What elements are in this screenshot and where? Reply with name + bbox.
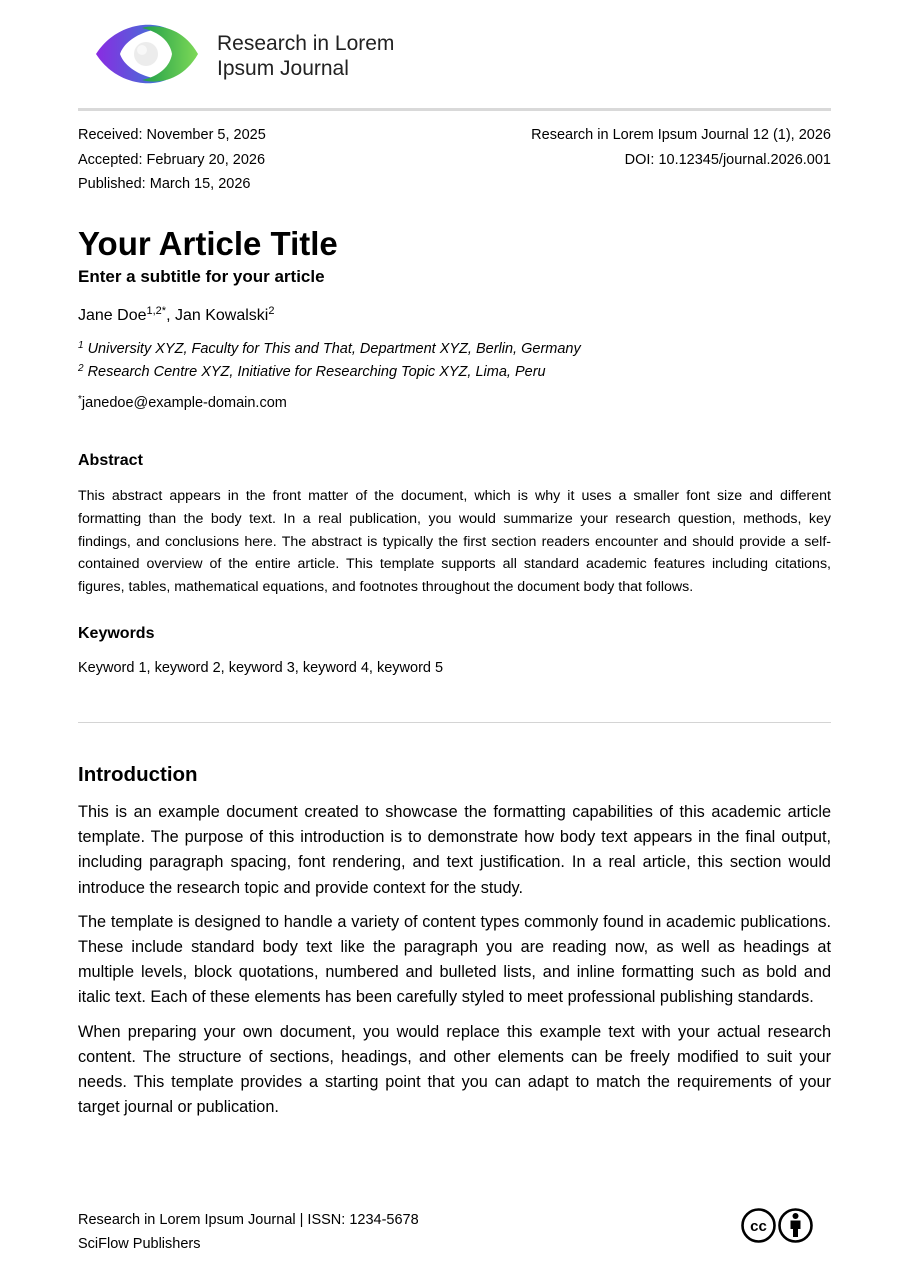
body-paragraph: The template is designed to handle a variety of content types commonly found in academic publications. These include standard body text like the paragraph you are reading now, as well as headings at multiple levels, block quotations, numbered and bulleted lists, and inline formatting such as bold and italic text. Each of these elements has been carefully styled to meet professional publishing standards. [78,912,831,1007]
keywords-heading: Keywords [78,625,155,642]
email-address[interactable]: janedoe@example-domain.com [81,395,287,411]
article-subtitle: Enter a subtitle for your article [78,267,325,286]
body-paragraph: This is an example document created to showcase the formatting capabilities of this academic article template. The purpose of this introduction is to demonstrate how body text appears in the final output, including paragraph spacing, font rendering, and text justification. In a real article, this section would introduce the research topic and provide context for the study. [78,803,831,897]
corresponding-email [78,393,287,413]
corresponding-marker: * [78,394,82,405]
affiliation-item [78,361,581,384]
article-title: Your Article Title [78,225,338,262]
journal-name-line2: Ipsum Journal [217,57,349,80]
journal-citation: Research in Lorem Ipsum Journal 12 (1), 2026 [531,127,831,143]
author-name: Jan Kowalski [174,307,269,324]
published-date: Published: March 15, 2026 [78,176,251,192]
svg-text:cc: cc [750,1218,767,1235]
journal-name-line1: Research in Lorem [217,32,395,55]
journal-logo-eye-icon [94,22,204,86]
author-list [78,305,274,327]
author-affiliation-marker: 1,2* [146,305,167,317]
author-name: Jane Doe [78,307,147,324]
author-separator: , [166,307,175,324]
citation-info [531,123,831,172]
affiliation-number: 1 [78,340,84,351]
affiliation-item [78,338,581,361]
section-divider [78,722,831,723]
abstract-text: This abstract appears in the front matter of the document, which is why it uses a smaller font size and different formatting than the body text. In a real publication, you would summarize your research question, methods, key findings, and conclusions here. The abstract is typically the first section readers encounter and should provide a self-contained overview of the entire article. This template supports all standard academic features including citations, figures, tables, mathematical equations, and footnotes throughout the document body that follows. [78,488,831,596]
body-paragraph: When preparing your own document, you would replace this example text with your actual research content. The structure of sections, headings, and other elements can be freely modified to suit your needs. This template provides a starting point that you can adapt to match the requirements of your target journal or publication. [78,1022,831,1117]
keywords-text: Keyword 1, keyword 2, keyword 3, keyword 4, keyword 5 [78,660,444,676]
abstract-heading: Abstract [78,452,143,469]
affiliation-text: Research Centre XYZ, Initiative for Researching Topic XYZ, Lima, Peru [87,364,546,380]
publication-dates [78,123,266,197]
doi[interactable]: DOI: 10.12345/journal.2026.001 [624,151,831,168]
received-date: Received: November 5, 2025 [78,127,266,143]
cc-by-license-icon[interactable] [740,1206,816,1246]
footer-journal-issn: Research in Lorem Ipsum Journal | ISSN: 1234-5678 [78,1212,419,1228]
affiliation-number: 2 [78,363,84,374]
accepted-date: Accepted: February 20, 2026 [78,151,266,168]
affiliation-text: University XYZ, Faculty for This and That, Department XYZ, Berlin, Germany [87,341,581,357]
introduction-body [78,800,831,1129]
introduction-heading: Introduction [78,763,198,786]
author-affiliation-marker: 2 [268,305,275,317]
footer-publisher: SciFlow Publishers [78,1236,201,1252]
header-divider [78,108,831,111]
page-footer [78,1208,419,1256]
journal-name [217,31,394,81]
affiliations [78,338,581,384]
